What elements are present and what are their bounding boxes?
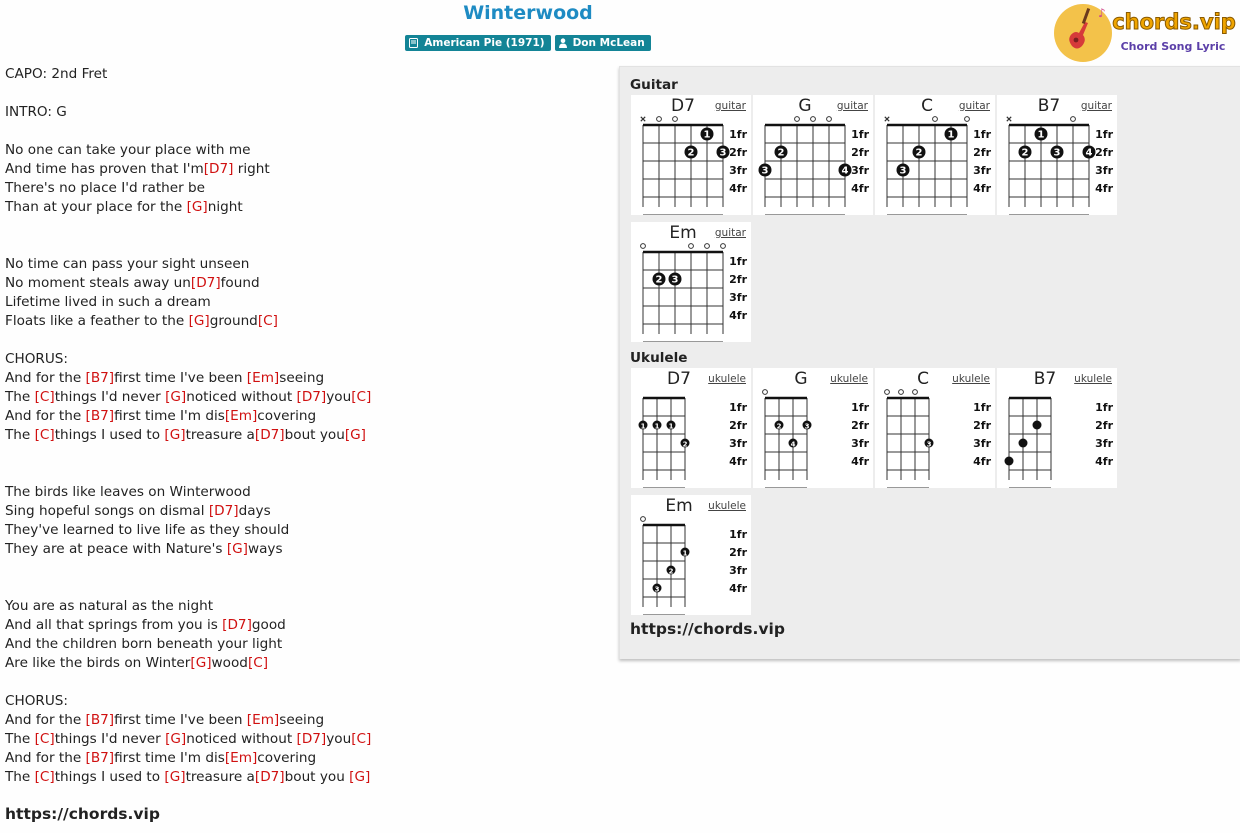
logo-subtitle: Chord Song Lyric — [1120, 40, 1226, 53]
lyric-line — [5, 141, 371, 160]
ukulele-chord-d7[interactable] — [631, 368, 751, 488]
lyric-line — [5, 445, 371, 464]
open-string-marker — [795, 117, 800, 122]
fret-label: 2fr — [729, 146, 747, 159]
chord-link[interactable]: [D7] — [296, 731, 327, 747]
site-logo[interactable] — [1054, 2, 1236, 64]
fret-label: 4fr — [729, 582, 747, 595]
lyric-line — [5, 350, 371, 369]
fret-label: 1fr — [1095, 401, 1113, 414]
fret-label: 2fr — [729, 546, 747, 559]
lyric-text: first time I'm dis — [114, 408, 225, 424]
fret-label: 3fr — [729, 291, 747, 304]
lyric-line — [5, 540, 371, 559]
chord-link[interactable]: [C] — [257, 313, 278, 329]
lyric-text: The — [5, 427, 35, 443]
lyric-text: covering — [257, 750, 317, 766]
chord-name: B7 — [1033, 369, 1057, 389]
instrument-link[interactable]: guitar — [836, 100, 868, 112]
fret-label: 3fr — [851, 164, 869, 177]
lyrics-site-url[interactable]: https://chords.vip — [5, 805, 160, 823]
finger-number: 3 — [671, 274, 679, 286]
fret-label: 4fr — [1095, 455, 1113, 468]
chord-link[interactable]: [Em] — [224, 408, 258, 424]
chord-link[interactable]: [G] — [349, 769, 371, 785]
finger-number: 4 — [1085, 147, 1093, 159]
lyric-line — [5, 255, 371, 274]
fret-label: 2fr — [1095, 419, 1113, 432]
open-string-marker — [899, 390, 904, 395]
fret-label: 2fr — [1095, 146, 1113, 159]
lyric-text: CHORUS: — [5, 693, 69, 709]
album-name: American Pie (1971) — [424, 37, 545, 49]
instrument-link[interactable]: ukulele — [708, 500, 746, 512]
lyric-line — [5, 160, 371, 179]
lyric-line — [5, 597, 371, 616]
guitar-chord-d7[interactable] — [631, 95, 751, 215]
lyric-line — [5, 274, 371, 293]
fret-label: 1fr — [973, 401, 991, 414]
instrument-link[interactable]: ukulele — [708, 373, 746, 385]
fret-label: 3fr — [973, 437, 991, 450]
lyric-line — [5, 217, 371, 236]
lyric-text: you — [326, 731, 352, 747]
artist-name: Don McLean — [572, 37, 645, 49]
fret-label: 4fr — [973, 182, 991, 195]
chord-link[interactable]: [B7] — [85, 750, 115, 766]
lyric-text: They are at peace with Nature's — [5, 541, 227, 557]
lyric-line — [5, 578, 371, 597]
lyric-text: first time I've been — [114, 712, 247, 728]
fret-label: 4fr — [973, 455, 991, 468]
lyric-text: you — [326, 389, 352, 405]
chord-link[interactable]: [C] — [34, 427, 55, 443]
chord-link[interactable]: [B7] — [85, 370, 115, 386]
chord-link[interactable]: [D7] — [254, 427, 285, 443]
open-string-marker — [933, 117, 938, 122]
lyric-line — [5, 84, 371, 103]
fret-label: 3fr — [729, 164, 747, 177]
lyric-text: good — [251, 617, 286, 633]
open-string-marker — [689, 244, 694, 249]
lyric-line — [5, 312, 371, 331]
chord-link[interactable]: [B7] — [85, 712, 115, 728]
finger-number: 2 — [682, 440, 688, 449]
guitar-chord-c[interactable] — [875, 95, 995, 215]
chord-link[interactable]: [D7] — [222, 617, 252, 633]
fret-label: 3fr — [729, 437, 747, 450]
chord-link[interactable]: [G] — [190, 655, 212, 671]
ukulele-chord-g[interactable] — [753, 368, 873, 488]
lyric-text: first time I'm dis — [114, 750, 225, 766]
chord-link[interactable]: [Em] — [246, 370, 280, 386]
guitar-chord-em[interactable] — [631, 222, 751, 342]
guitar-chord-b7[interactable] — [997, 95, 1117, 215]
song-meta-badges — [0, 35, 1056, 51]
lyric-line — [5, 293, 371, 312]
fret-label: 1fr — [851, 128, 869, 141]
lyric-text: And for the — [5, 750, 86, 766]
lyric-text: The — [5, 389, 35, 405]
lyric-text: And all that springs from you is — [5, 617, 223, 633]
finger-dot — [1033, 421, 1042, 430]
chord-diagrams-panel — [619, 66, 1240, 659]
chord-link[interactable]: [G] — [165, 731, 187, 747]
open-string-marker — [673, 117, 678, 122]
fret-label: 2fr — [851, 146, 869, 159]
lyric-text: The — [5, 731, 35, 747]
lyric-text: wood — [211, 655, 248, 671]
lyric-line — [5, 331, 371, 350]
open-string-marker — [641, 517, 646, 522]
lyric-text: right — [233, 161, 270, 177]
finger-number: 1 — [703, 129, 711, 141]
finger-number: 2 — [776, 422, 782, 431]
chord-name: Em — [665, 496, 693, 516]
lyric-text: Floats like a feather to the — [5, 313, 189, 329]
open-string-marker — [1071, 117, 1076, 122]
ukulele-section-title: Ukulele — [630, 350, 688, 366]
finger-number: 2 — [915, 147, 923, 159]
lyric-text: They've learned to live life as they should — [5, 522, 290, 538]
user-icon — [559, 38, 567, 48]
fret-label: 2fr — [729, 419, 747, 432]
lyric-text: ways — [247, 541, 283, 557]
fret-label: 2fr — [973, 419, 991, 432]
instrument-link[interactable]: ukulele — [1074, 373, 1112, 385]
finger-number: 1 — [654, 422, 660, 431]
chord-link[interactable]: [G] — [164, 769, 186, 785]
chord-link[interactable]: [G] — [165, 389, 187, 405]
chord-link[interactable]: [Em] — [246, 712, 280, 728]
open-string-marker — [827, 117, 832, 122]
lyric-text: things I used to — [54, 769, 165, 785]
lyric-line — [5, 768, 371, 787]
open-string-marker — [657, 117, 662, 122]
finger-number: 2 — [668, 567, 674, 576]
panel-site-url[interactable]: https://chords.vip — [630, 620, 785, 638]
lyric-text: seeing — [279, 712, 325, 728]
chord-link[interactable]: [C] — [34, 389, 55, 405]
fret-label: 3fr — [1095, 164, 1113, 177]
fret-label: 3fr — [851, 437, 869, 450]
lyric-text: first time I've been — [114, 370, 247, 386]
chord-link[interactable]: [C] — [351, 731, 372, 747]
fret-label: 4fr — [729, 455, 747, 468]
chord-link[interactable]: [Em] — [224, 750, 258, 766]
chord-link[interactable]: [C] — [34, 731, 55, 747]
book-icon — [409, 38, 418, 48]
lyric-text: No moment steals away un — [5, 275, 191, 291]
fret-label: 3fr — [973, 164, 991, 177]
lyric-text: days — [238, 503, 271, 519]
lyric-text: Are like the birds on Winter — [5, 655, 191, 671]
lyric-line — [5, 103, 371, 122]
lyric-text: bout you — [284, 427, 345, 443]
lyric-line — [5, 388, 371, 407]
lyric-text: ground — [209, 313, 258, 329]
lyric-text: Than at your place for the — [5, 199, 187, 215]
lyric-line — [5, 426, 371, 445]
lyric-line — [5, 635, 371, 654]
fret-label: 3fr — [1095, 437, 1113, 450]
finger-number: 1 — [640, 422, 646, 431]
lyric-text: The birds like leaves on Winterwood — [5, 484, 251, 500]
finger-number: 1 — [1037, 129, 1045, 141]
fret-label: 1fr — [973, 128, 991, 141]
lyric-text: No time can pass your sight unseen — [5, 256, 250, 272]
ukulele-chord-c[interactable] — [875, 368, 995, 488]
lyric-text: CHORUS: — [5, 351, 69, 367]
fret-label: 3fr — [729, 564, 747, 577]
lyric-text: things I'd never — [54, 731, 166, 747]
chord-link[interactable]: [D7] — [254, 769, 285, 785]
chord-name: B7 — [1037, 96, 1061, 116]
lyric-line — [5, 407, 371, 426]
instrument-link[interactable]: guitar — [714, 100, 746, 112]
chord-link[interactable]: [D7] — [296, 389, 327, 405]
lyric-text: noticed without — [186, 389, 297, 405]
finger-number: 4 — [790, 440, 796, 449]
chord-name: Em — [669, 223, 697, 243]
finger-number: 3 — [654, 585, 660, 594]
chord-name: C — [917, 369, 929, 389]
finger-number: 3 — [1053, 147, 1061, 159]
fret-label: 1fr — [729, 128, 747, 141]
chord-link[interactable]: [B7] — [85, 408, 115, 424]
finger-number: 4 — [841, 165, 849, 177]
lyrics-body — [5, 65, 371, 787]
chord-link[interactable]: [C] — [351, 389, 372, 405]
lyric-text: covering — [257, 408, 317, 424]
lyric-text: treasure a — [185, 427, 255, 443]
finger-number: 3 — [761, 165, 769, 177]
fret-label: 1fr — [1095, 128, 1113, 141]
finger-number: 1 — [947, 129, 955, 141]
chord-link[interactable]: [G] — [344, 427, 366, 443]
fret-label: 2fr — [729, 273, 747, 286]
fret-label: 4fr — [729, 309, 747, 322]
lyric-text: INTRO: G — [5, 104, 67, 120]
lyric-text: CAPO: 2nd Fret — [5, 66, 108, 82]
fret-label: 1fr — [851, 401, 869, 414]
finger-number: 2 — [777, 147, 785, 159]
instrument-link[interactable]: ukulele — [830, 373, 868, 385]
artist-badge[interactable] — [555, 35, 651, 51]
lyric-text: Sing hopeful songs on dismal — [5, 503, 209, 519]
finger-number: 3 — [804, 422, 810, 431]
finger-number: 2 — [655, 274, 663, 286]
chord-name: G — [798, 96, 812, 116]
instrument-link[interactable]: guitar — [1080, 100, 1112, 112]
fret-label: 4fr — [729, 182, 747, 195]
open-string-marker — [705, 244, 710, 249]
finger-number: 1 — [668, 422, 674, 431]
lyric-text: The — [5, 769, 35, 785]
lyric-text: And the children born beneath your light — [5, 636, 283, 652]
ukulele-chord-em[interactable] — [631, 495, 751, 615]
lyric-text: bout you — [284, 769, 350, 785]
lyric-line — [5, 673, 371, 692]
chord-link[interactable]: [G] — [226, 541, 248, 557]
guitar-section-title: Guitar — [630, 77, 678, 93]
lyric-line — [5, 692, 371, 711]
fret-label: 1fr — [729, 255, 747, 268]
finger-number: 3 — [719, 147, 727, 159]
fret-label: 4fr — [851, 182, 869, 195]
lyric-text: There's no place I'd rather be — [5, 180, 206, 196]
finger-number: 1 — [682, 549, 688, 558]
fret-label: 2fr — [973, 146, 991, 159]
lyric-line — [5, 749, 371, 768]
open-string-marker — [811, 117, 816, 122]
lyric-line — [5, 654, 371, 673]
fret-label: 2fr — [851, 419, 869, 432]
lyric-text: And for the — [5, 712, 86, 728]
lyric-line — [5, 483, 371, 502]
chord-name: C — [921, 96, 933, 116]
open-string-marker — [965, 117, 970, 122]
lyric-text: things I used to — [54, 427, 165, 443]
fret-label: 4fr — [1095, 182, 1113, 195]
open-string-marker — [763, 390, 768, 395]
song-title[interactable]: Winterwood — [463, 2, 593, 24]
finger-dot — [1005, 457, 1014, 466]
svg-text:♪: ♪ — [1098, 6, 1106, 20]
lyric-text: And for the — [5, 370, 86, 386]
chord-name: G — [794, 369, 808, 389]
ukulele-chord-b7[interactable] — [997, 368, 1117, 488]
chord-link[interactable]: [D7] — [190, 275, 221, 291]
chord-link[interactable]: [D7] — [203, 161, 234, 177]
open-string-marker — [721, 244, 726, 249]
finger-number: 2 — [1021, 147, 1029, 159]
guitar-chord-g[interactable] — [753, 95, 873, 215]
lyric-text: No one can take your place with me — [5, 142, 251, 158]
lyric-line — [5, 464, 371, 483]
lyric-line — [5, 179, 371, 198]
lyric-text: things I'd never — [54, 389, 166, 405]
fret-label: 1fr — [729, 528, 747, 541]
chord-name: D7 — [671, 96, 695, 116]
instrument-link[interactable]: guitar — [958, 100, 990, 112]
logo-text: chords.vip — [1112, 10, 1236, 34]
lyric-text: And time has proven that I'm — [5, 161, 204, 177]
lyric-text: Lifetime lived in such a dream — [5, 294, 211, 310]
lyric-text: noticed without — [186, 731, 297, 747]
open-string-marker — [885, 390, 890, 395]
chord-link[interactable]: [C] — [247, 655, 269, 671]
chord-link[interactable]: [G] — [186, 199, 208, 215]
lyric-line — [5, 122, 371, 141]
lyric-line — [5, 198, 371, 217]
chord-link[interactable]: [G] — [164, 427, 186, 443]
fret-label: 4fr — [851, 455, 869, 468]
lyric-line — [5, 236, 371, 255]
lyric-line — [5, 730, 371, 749]
lyric-line — [5, 559, 371, 578]
album-badge[interactable] — [405, 35, 550, 51]
chord-link[interactable]: [G] — [188, 313, 210, 329]
lyric-line — [5, 616, 371, 635]
finger-number: 3 — [899, 165, 907, 177]
lyric-text: And for the — [5, 408, 86, 424]
guitar-logo-icon — [1054, 2, 1236, 64]
chord-link[interactable]: [D7] — [208, 503, 239, 519]
lyric-text: You are as natural as the night — [5, 598, 214, 614]
finger-number: 2 — [687, 147, 695, 159]
lyric-text: found — [220, 275, 260, 291]
lyric-text: treasure a — [185, 769, 255, 785]
instrument-link[interactable]: ukulele — [952, 373, 990, 385]
lyric-line — [5, 711, 371, 730]
finger-number: 3 — [926, 440, 932, 449]
chord-link[interactable]: [C] — [34, 769, 55, 785]
lyric-text: seeing — [279, 370, 325, 386]
chord-name: D7 — [667, 369, 691, 389]
open-string-marker — [641, 244, 646, 249]
lyric-line — [5, 502, 371, 521]
lyric-line — [5, 369, 371, 388]
instrument-link[interactable]: guitar — [714, 227, 746, 239]
lyric-text: night — [207, 199, 243, 215]
lyric-line — [5, 65, 371, 84]
lyric-line — [5, 521, 371, 540]
finger-dot — [1019, 439, 1028, 448]
open-string-marker — [913, 390, 918, 395]
fret-label: 1fr — [729, 401, 747, 414]
